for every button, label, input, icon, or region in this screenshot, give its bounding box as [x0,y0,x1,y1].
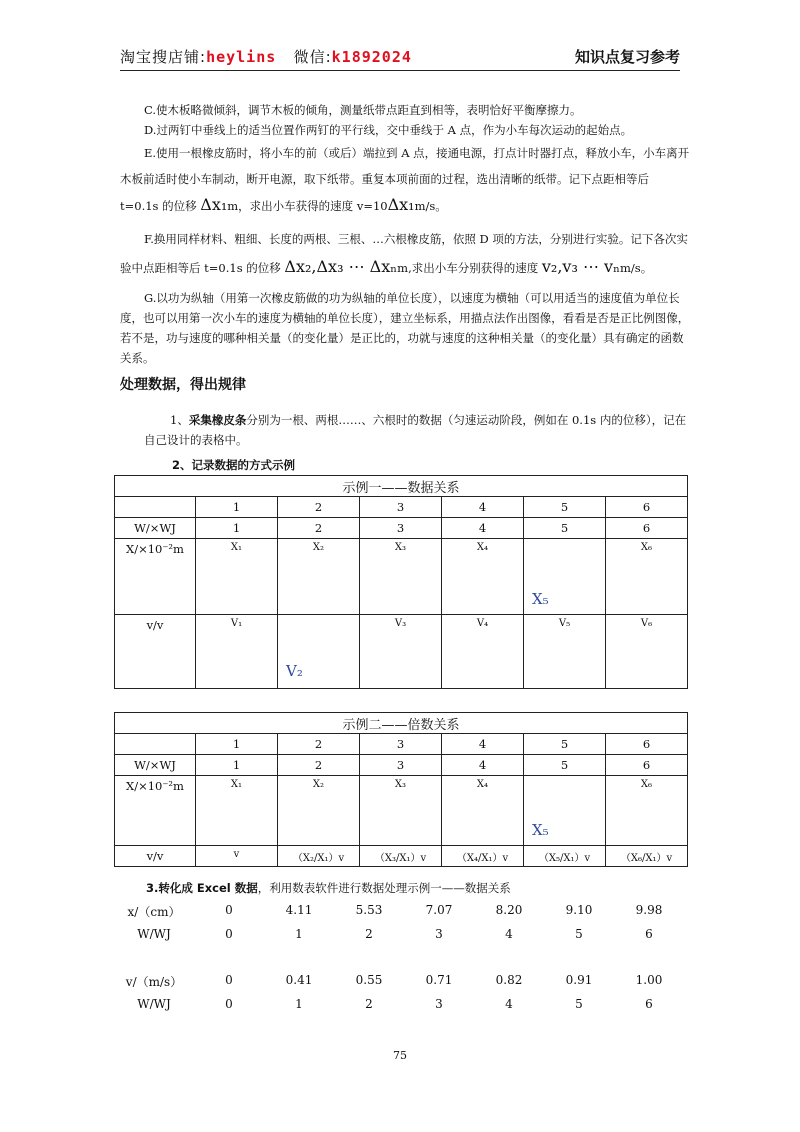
table-row [115,734,688,755]
table-cell: V₅ [524,615,606,689]
header-shop-info [120,46,412,67]
excel-cell: 3 [435,997,443,1011]
table-cell: X₆ [606,539,688,615]
table-cell: （X₂/X₁）v [278,846,360,867]
step-e-formula-2: Δx₁ [387,195,415,214]
section-title: 处理数据，得出规律 [120,377,246,393]
table-cell: W/×WJ [115,518,196,539]
table-row [115,518,688,539]
excel-cell: 0 [225,973,233,987]
table-cell [115,734,196,755]
excel-cell: 8.20 [495,903,523,917]
item-3-text: ，利用数表软件进行数据处理示例一——数据关系 [257,881,511,895]
excel-cell: 6 [645,997,653,1011]
table-cell: 4 [442,497,524,518]
table-cell: X₃ [360,539,442,615]
item-2-text: 2、记录数据的方式示例 [172,458,296,472]
step-f-text-2: m,求出小车分别获得的速度 [397,261,539,275]
table-cell: 6 [606,518,688,539]
table-1-caption: 示例一——数据关系 [115,476,688,497]
table-row [115,497,688,518]
header-shop-label: 淘宝搜店铺: [120,48,207,66]
excel-cell: 4 [505,927,513,941]
table-row [115,539,688,615]
table-cell: 3 [360,734,442,755]
step-f-formula-2: v₂,v₃ ⋯ vₙ [541,257,621,276]
table-cell [524,539,606,615]
table-cell: v/v [115,846,196,867]
excel-label: v/（m/s） [125,975,183,989]
item-1-bold: 采集橡皮条 [188,413,247,427]
table-cell: V₄ [442,615,524,689]
step-f-formula-1: Δx₂,Δx₃ ⋯ Δxₙ [284,257,398,276]
table-cell: 2 [278,518,360,539]
table-cell: 5 [524,755,606,776]
excel-label: x/（cm） [127,905,181,919]
table-cell: （X₅/X₁）v [524,846,606,867]
page-header [120,44,680,71]
table-cell: V₁ [196,615,278,689]
page-number: 75 [393,1049,407,1062]
table-cell: 4 [442,518,524,539]
item-1-text: 分别为一根、两根……、六根时的数据（匀速运动阶段，例如在 0.1s 内的位移），记在自己设计的表格中。 [144,413,687,447]
table-cell: 3 [360,755,442,776]
step-f [120,225,690,282]
table-cell: 4 [442,755,524,776]
table-cell: 2 [278,734,360,755]
excel-cell: 0.91 [565,973,593,987]
excel-cell: 0.55 [355,973,383,987]
table-cell: 5 [524,518,606,539]
excel-cell: 4.11 [285,903,313,917]
step-c: C.使木板略微倾斜，调节木板的倾角，测量纸带点距直到相等，表明恰好平衡摩擦力。 [144,103,582,117]
excel-cell: 5.53 [355,903,383,917]
step-e-text-2: m，求出小车获得的速度 v=10 [227,199,388,213]
excel-cell: 1.00 [635,973,663,987]
step-e-text-3: m/s。 [414,199,447,213]
item-3-bold: 3.转化成 Excel 数据 [146,881,258,895]
step-e [120,140,690,219]
table-cell: （X₃/X₁）v [360,846,442,867]
table-example-1 [114,475,688,689]
table-cell: X₆ [606,776,688,846]
table-cell: v/v [115,615,196,689]
table-cell: V₃ [360,615,442,689]
table-cell: V₆ [606,615,688,689]
table-cell: X/×10⁻²m [115,539,196,615]
item-3 [146,878,686,898]
step-f-text-1: F.换用同样材料、粗细、长度的两根、三根、…六根橡皮筋，依照 D 项的方法，分别进行实验。记下各次实验中点距相等后 t=0.1s 的位移 [120,232,688,275]
excel-cell: 1 [295,927,303,941]
step-d: D.过两钉中垂线上的适当位置作两钉的平行线，交中垂线于 A 点，作为小车每次运动的起始点。 [144,123,633,137]
excel-cell: 9.10 [565,903,593,917]
item-2 [172,455,572,475]
steps-block [120,100,690,368]
table-cell: X₁ [196,776,278,846]
item-1 [120,410,690,450]
table-cell: 5 [524,497,606,518]
table-cell: X₂ [278,776,360,846]
excel-label: W/WJ [137,927,171,941]
step-e-text-1: E.使用一根橡皮筋时，将小车的前（或后）端拉到 A 点，接通电源，打点计时器打点，释放小车，小车离开木板前适时使小车制动，断开电源，取下纸带。重复本项前面的过程，选出清晰的纸带。记下点距相等后 t=0.1s 的位移 [120,146,690,213]
excel-cell: 2 [365,997,373,1011]
excel-cell: 0 [225,997,233,1011]
item-1-num: 1、 [170,413,189,427]
table-cell: 1 [196,734,278,755]
excel-cell: 0.82 [495,973,523,987]
excel-cell: 0.41 [285,973,313,987]
table-cell: X₂ [278,539,360,615]
table-cell: v [196,846,278,867]
excel-cell: 2 [365,927,373,941]
table-cell: 3 [360,497,442,518]
step-f-text-3: m/s。 [620,261,653,275]
table-cell [278,615,360,689]
excel-cell: 0 [225,927,233,941]
table-cell: 5 [524,734,606,755]
table-row [115,615,688,689]
excel-cell: 5 [575,997,583,1011]
table-cell: 1 [196,755,278,776]
table-cell: X₃ [360,776,442,846]
table-cell-x5: X₅ [532,590,549,608]
table-row [115,776,688,846]
table-cell: 4 [442,734,524,755]
excel-cell: 0.71 [425,973,453,987]
header-wechat-id: k1892024 [331,48,412,66]
excel-cell: 1 [295,997,303,1011]
table-cell [524,776,606,846]
table-cell: 1 [196,497,278,518]
step-e-formula-1: Δx₁ [200,195,228,214]
excel-cell: 7.07 [425,903,453,917]
table-example-2 [114,712,688,867]
table-cell: （X₄/X₁）v [442,846,524,867]
excel-label: W/WJ [137,997,171,1011]
header-wechat-label: 微信: [293,48,332,66]
table-cell: 6 [606,734,688,755]
excel-cell: 0 [225,903,233,917]
step-g: G.以功为纵轴（用第一次橡皮筋做的功为纵轴的单位长度），以速度为横轴（可以用适当的速度值为单位长度，也可以用第一次小车的速度为横轴的单位长度），建立坐标系，用描点法作出图像，看看是否是正比例图像，若不是，功与速度的哪种相关量（的变化量）是正比的，功就与速度的这种相关量（的变化量）具有确定的函数关系。 [120,291,690,365]
table-cell: X₄ [442,776,524,846]
table-cell: 3 [360,518,442,539]
table-cell: （X₆/X₁）v [606,846,688,867]
table-cell-x5: X₅ [532,821,549,839]
table-cell-v2: V₂ [286,662,303,680]
table-cell: W/×WJ [115,755,196,776]
table-cell: 6 [606,497,688,518]
header-title: 知识点复习参考 [574,48,680,66]
table-row [115,755,688,776]
table-cell: 1 [196,518,278,539]
header-shop-name: heylins [206,48,277,66]
excel-cell: 5 [575,927,583,941]
table-cell [115,497,196,518]
table-cell: X₁ [196,539,278,615]
excel-cell: 6 [645,927,653,941]
table-cell: 2 [278,497,360,518]
table-2-caption: 示例二——倍数关系 [115,713,688,734]
table-cell: X/×10⁻²m [115,776,196,846]
table-cell: X₄ [442,539,524,615]
table-cell: 6 [606,755,688,776]
table-cell: 2 [278,755,360,776]
excel-cell: 4 [505,997,513,1011]
excel-cell: 3 [435,927,443,941]
table-row [115,846,688,867]
excel-cell: 9.98 [635,903,663,917]
